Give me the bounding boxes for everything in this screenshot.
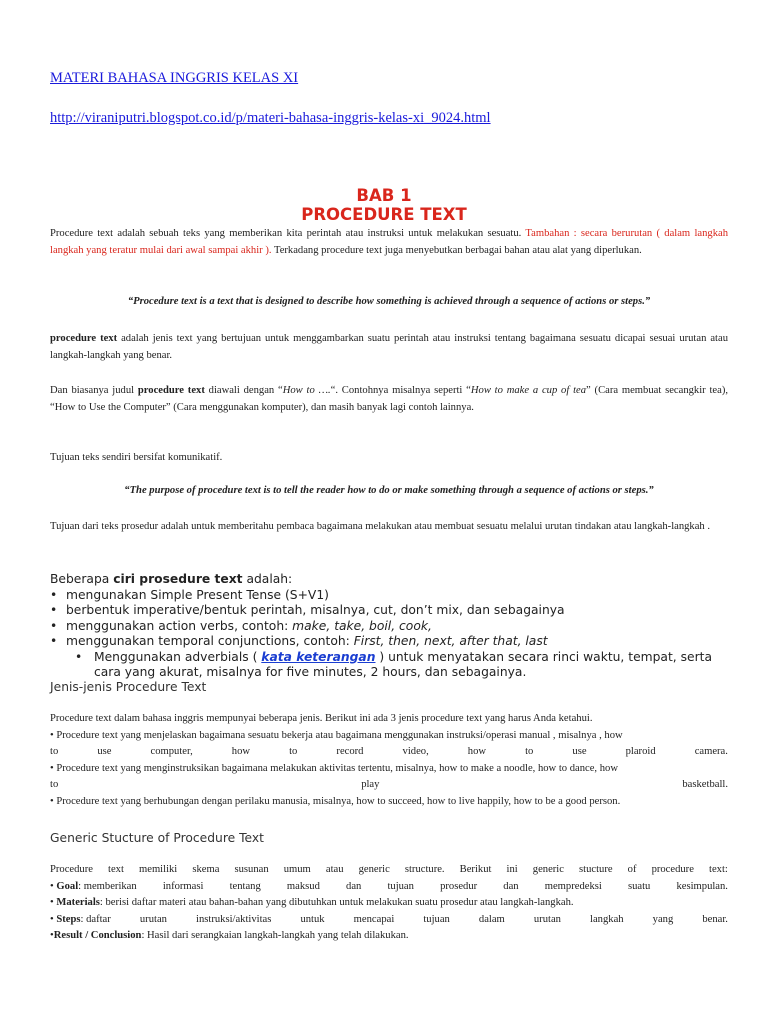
bullet-icon: • <box>50 603 58 617</box>
list-item-text: Menggunakan adverbials ( <box>94 649 262 664</box>
purpose-sentence: Tujuan teks sendiri bersifat komunikatif. <box>50 452 223 463</box>
word: to <box>50 779 59 790</box>
intro-paragraph <box>50 226 728 259</box>
characteristics-section <box>50 572 728 681</box>
word: maksud <box>286 880 320 892</box>
types-heading: Jenis-jenis Procedure Text <box>50 680 207 694</box>
list-item-text: berbentuk imperative/bentuk perintah, misalnya, cut, don’t mix, dan sebagainya <box>66 603 565 617</box>
word: stucture <box>579 864 613 875</box>
example-howto: How to …. <box>282 385 331 396</box>
word: play <box>361 779 380 790</box>
lead-bold: ciri prosedure text <box>113 572 243 586</box>
word: dalam <box>478 913 505 925</box>
purpose-paragraph: Tujuan dari teks prosedur adalah untuk memberitahu pembaca bagaimana melakukan atau membuat sesuatu melalui urutan tindakan atau langkah-langkah . <box>50 521 711 532</box>
steps-label-wrap <box>50 914 81 925</box>
bullet-icon: • <box>75 649 83 664</box>
bullet-icon: • <box>50 880 57 892</box>
lead-text-a: Beberapa <box>50 572 114 586</box>
word: video, <box>402 746 429 757</box>
goal-label: Goal <box>56 880 79 892</box>
result-label: Result / Conclusion <box>53 930 142 941</box>
title-example-paragraph <box>50 383 728 416</box>
purpose-quote: “The purpose of procedure text is to tell the reader how to do or make something through a sequence of actions or steps.” <box>124 485 654 496</box>
chapter-number: BAB 1 <box>356 186 412 205</box>
word: text: <box>709 864 728 875</box>
word: untuk <box>300 913 325 925</box>
word: yang <box>652 913 674 925</box>
goal-label-wrap <box>50 881 78 892</box>
word: instruksi/aktivitas <box>196 913 272 925</box>
word: text <box>108 864 124 875</box>
steps-label: Steps <box>56 913 81 925</box>
intro-tail: Terkadang procedure text juga menyebutkan berbagai bahan atau alat yang diperlukan. <box>273 244 642 256</box>
word: atau <box>325 864 344 875</box>
word: mencapai <box>353 913 395 925</box>
word: benar. <box>702 913 728 925</box>
word: skema <box>192 864 220 875</box>
bullet-icon: • <box>50 587 58 602</box>
list-item-examples: make, take, boil, cook, <box>292 618 432 633</box>
types-section <box>50 711 728 810</box>
bullet-icon: • <box>50 897 54 908</box>
generic-intro-line <box>50 862 728 879</box>
word: structure. <box>404 864 445 875</box>
word: Procedure <box>50 864 93 875</box>
example-text-d: ” (Cara membuat secangkir tea), “How to Use the Computer” (Cara menggunakan komputer), dan masih banyak lagi contoh lainnya. <box>50 385 729 413</box>
definition-text: adalah jenis text yang bertujuan untuk menggambarkan suatu perintah atau instruksi tentang bagaimana sesuatu dicapai sesuai urutan atau langkah-langkah yang benar. <box>50 333 728 361</box>
bullet-icon: • <box>50 930 54 941</box>
word: computer, <box>150 746 193 757</box>
types-intro: Procedure text dalam bahasa inggris mempunyai beberapa jenis. Berikut ini ada 3 jenis procedure text yang harus Anda ketahui. <box>50 713 593 724</box>
example-text-a: Dan biasanya judul <box>50 385 138 396</box>
type-3: • Procedure text yang berhubungan dengan perilaku manusia, misalnya, how to succeed, how to live happily, how to be a good person. <box>50 795 621 807</box>
type-1-line-2 <box>50 744 728 761</box>
word: to <box>525 746 534 757</box>
word: urutan <box>533 913 561 925</box>
list-item-text: ) untuk menyatakan secara rinci waktu, tempat, serta cara yang akurat, misalnya for five minutes, 2 hours, dan sebagainya. <box>94 649 712 679</box>
list-item <box>50 650 728 681</box>
word: procedure <box>651 864 694 875</box>
list-item-text: mengunakan Simple Present Tense (S+V1) <box>66 587 329 602</box>
definition-paragraph <box>50 331 728 364</box>
materials-label: Materials <box>56 897 100 908</box>
word: basketball. <box>682 779 728 790</box>
word: dan <box>346 880 362 892</box>
materials-text: : berisi daftar materi atau bahan-bahan yang dibutuhkan untuk melakukan suatu prosedur atau langkah-langkah. <box>99 897 574 908</box>
list-item <box>50 603 728 619</box>
type-2-line-2 <box>50 777 728 794</box>
kata-keterangan-link[interactable]: kata keterangan <box>261 649 376 664</box>
example-term: procedure text <box>137 385 205 396</box>
generic-structure-heading: Generic Stucture of Procedure Text <box>50 831 264 845</box>
characteristics-lead <box>50 572 728 588</box>
word: informasi <box>162 880 204 892</box>
intro-note-red: Tambahan : secara berurutan ( dalam langkah langkah yang teratur mulai dari awal sampai akhir ). <box>50 228 728 256</box>
word: tujuan <box>387 880 414 892</box>
source-url-link[interactable]: http://viraniputri.blogspot.co.id/p/materi-bahasa-inggris-kelas-xi_9024.html <box>50 110 491 126</box>
steps-line <box>50 912 728 929</box>
word: to <box>50 746 59 757</box>
result-text: : Hasil dari serangkaian langkah-langkah yang telah dilakukan. <box>141 930 409 941</box>
word: mempredeksi <box>544 880 602 892</box>
characteristics-list <box>50 588 728 650</box>
list-item-examples: First, then, next, after that, last <box>353 634 548 648</box>
materials-line <box>50 895 728 912</box>
word: tujuan <box>423 913 450 925</box>
word: how <box>467 746 487 757</box>
word: memiliki <box>139 864 178 875</box>
example-text-c: “. Contohnya misalnya seperti “ <box>330 385 471 396</box>
word: record <box>336 746 364 757</box>
word: use <box>97 746 112 757</box>
word: how <box>231 746 251 757</box>
list-item <box>50 634 728 650</box>
word: umum <box>283 864 311 875</box>
intro-text: Procedure text adalah sebuah teks yang memberikan kita perintah atau instruksi untuk melakukan sesuatu. <box>50 228 526 239</box>
word: susunan <box>234 864 269 875</box>
word: generic <box>358 864 390 875</box>
list-item-text: menggunakan temporal conjunctions, contoh: <box>66 634 354 648</box>
bullet-icon: • <box>50 618 58 633</box>
word: plaroid <box>625 746 656 757</box>
word: ini <box>506 864 518 875</box>
characteristics-sublist <box>50 650 728 681</box>
word: urutan <box>139 913 167 925</box>
doc-title-link[interactable]: MATERI BAHASA INGGRIS KELAS XI <box>50 70 299 86</box>
goal-line <box>50 879 728 896</box>
term-procedure-text: procedure text <box>50 333 118 344</box>
bullet-icon: • <box>50 913 57 925</box>
word: to <box>289 746 298 757</box>
word: kesimpulan. <box>676 880 728 892</box>
list-item <box>50 588 728 604</box>
word: • Goal: memberikan <box>50 880 137 892</box>
word: dan <box>503 880 519 892</box>
type-2-line-1: • Procedure text yang menginstruksikan bagaimana melakukan aktivitas tertentu, misalnya, how to make a noodle, how to dance, how <box>50 762 618 774</box>
generic-structure-section <box>50 862 728 945</box>
word: prosedur <box>440 880 478 892</box>
word: • Steps: daftar <box>50 913 111 925</box>
chapter-title: PROCEDURE TEXT <box>301 205 467 224</box>
example-text-b: diawali dengan “ <box>204 385 283 396</box>
bullet-icon: • <box>50 634 58 648</box>
list-item-text: menggunakan action verbs, contoh: <box>66 618 293 633</box>
word: camera. <box>694 746 728 757</box>
example-tea: How to make a cup of tea <box>470 385 587 396</box>
word: tentang <box>229 880 261 892</box>
word: langkah <box>590 913 624 925</box>
list-item <box>50 619 728 635</box>
result-line <box>50 928 728 945</box>
word: Berikut <box>459 864 492 875</box>
word: generic <box>532 864 564 875</box>
word: of <box>627 864 637 875</box>
lead-text-b: adalah: <box>242 572 293 586</box>
word: use <box>572 746 587 757</box>
definition-quote: “Procedure text is a text that is designed to describe how something is achieved through a sequence of actions or steps.” <box>127 296 651 307</box>
type-1-line-1: • Procedure text yang menjelaskan bagaimana sesuatu bekerja atau bagaimana menggunakan instruksi/operasi manual , misalnya , how <box>50 729 623 741</box>
word: suatu <box>627 880 651 892</box>
